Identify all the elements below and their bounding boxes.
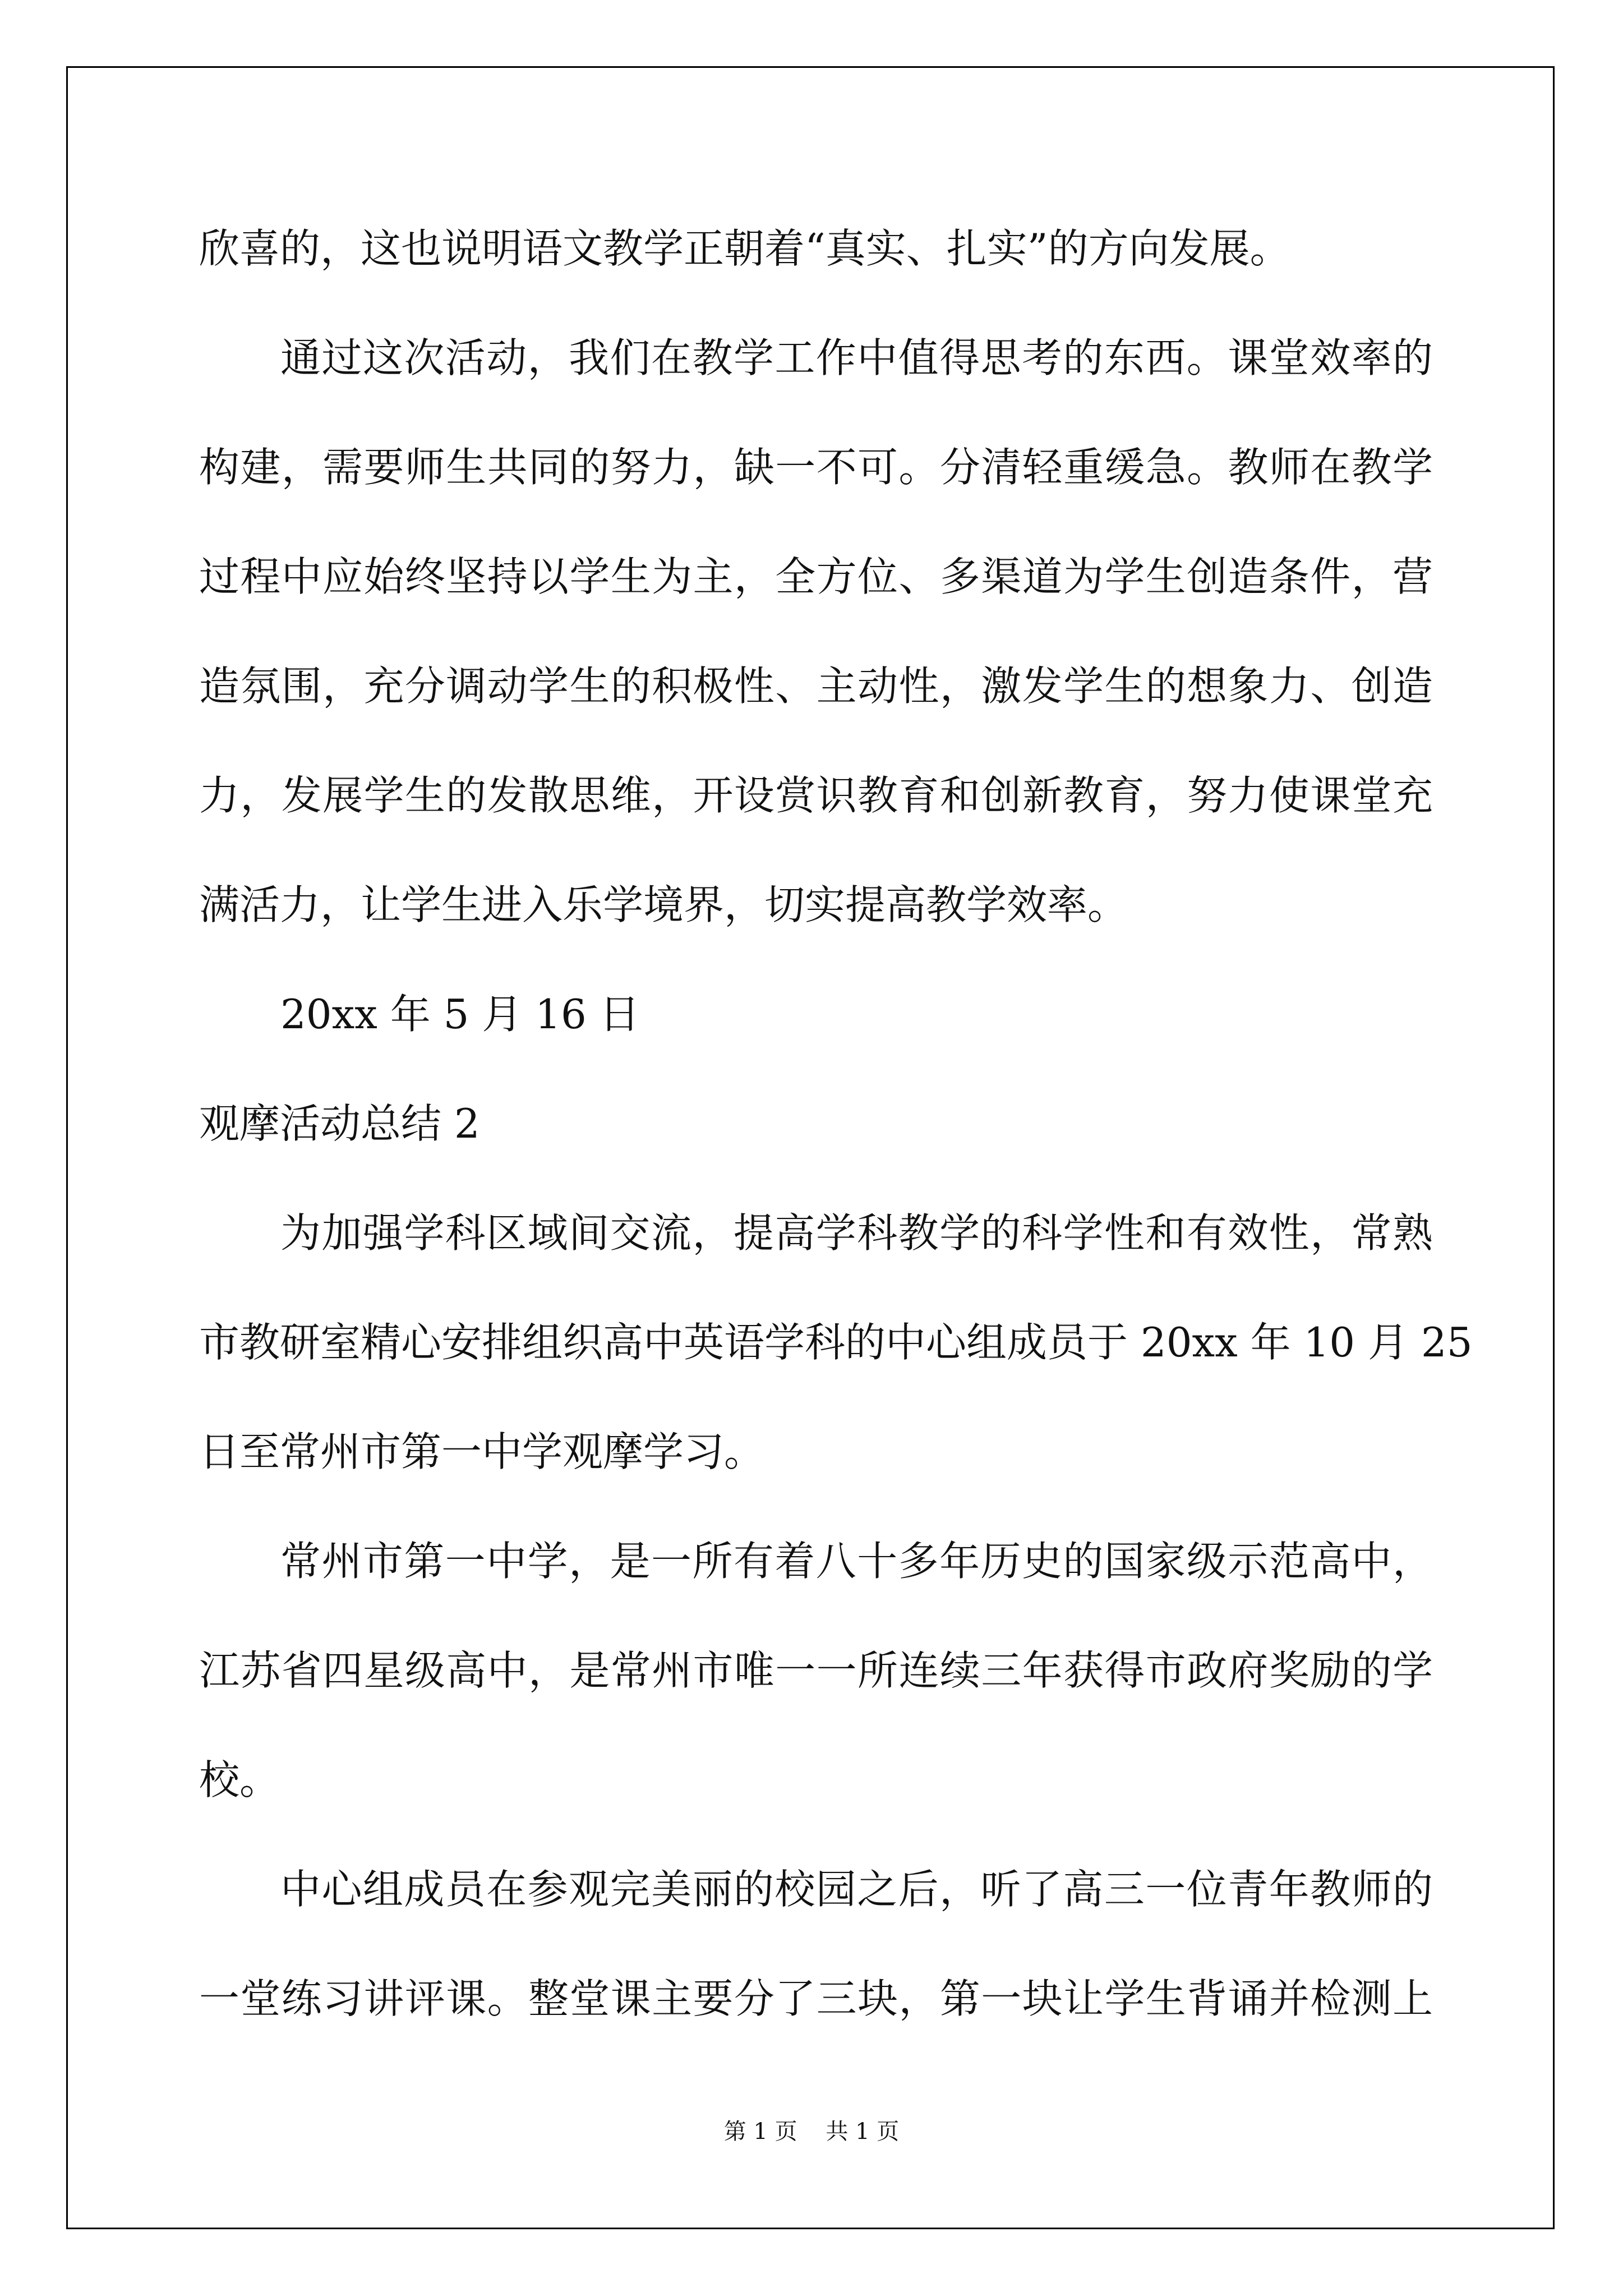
text-line: 过程中应始终坚持以学生为主，全方位、多渠道为学生创造条件，营 — [199, 553, 1433, 600]
page-footer: 第 1 页 共 1 页 — [723, 2119, 900, 2145]
text-line: 校。 — [199, 1756, 280, 1803]
text-line: 市教研室精心安排组织高中英语学科的中心组成员于 20xx 年 10 月 25 — [199, 1319, 1473, 1366]
text-line: 一堂练习讲评课。整堂课主要分了三块，第一块让学生背诵并检测上 — [199, 1975, 1433, 2022]
text-line: 构建，需要师生共同的努力，缺一不可。分清轻重缓急。教师在教学 — [199, 444, 1433, 491]
text-line: 造氛围，充分调动学生的积极性、主动性，激发学生的想象力、创造 — [199, 662, 1433, 710]
text-line: 满活力，让学生进入乐学境界，切实提高教学效率。 — [199, 881, 1128, 928]
text-line: 日至常州市第一中学观摩学习。 — [199, 1428, 765, 1475]
text-line: 江苏省四星级高中，是常州市唯一一所连续三年获得市政府奖励的学 — [199, 1647, 1433, 1694]
date-line: 20xx 年 5 月 16 日 — [280, 991, 640, 1038]
text-line: 欣喜的，这也说明语文教学正朝着“真实、扎实”的方向发展。 — [199, 225, 1290, 272]
text-line: 通过这次活动，我们在教学工作中值得思考的东西。课堂效率的 — [280, 334, 1433, 381]
text-line: 中心组成员在参观完美丽的校园之后，听了高三一位青年教师的 — [280, 1866, 1433, 1913]
section-heading: 观摩活动总结 2 — [199, 1100, 480, 1147]
text-line: 力，发展学生的发散思维，开设赏识教育和创新教育，努力使课堂充 — [199, 772, 1433, 819]
text-line: 为加强学科区域间交流，提高学科教学的科学性和有效性，常熟 — [280, 1209, 1433, 1257]
text-line: 常州市第一中学，是一所有着八十多年历史的国家级示范高中， — [280, 1538, 1433, 1585]
